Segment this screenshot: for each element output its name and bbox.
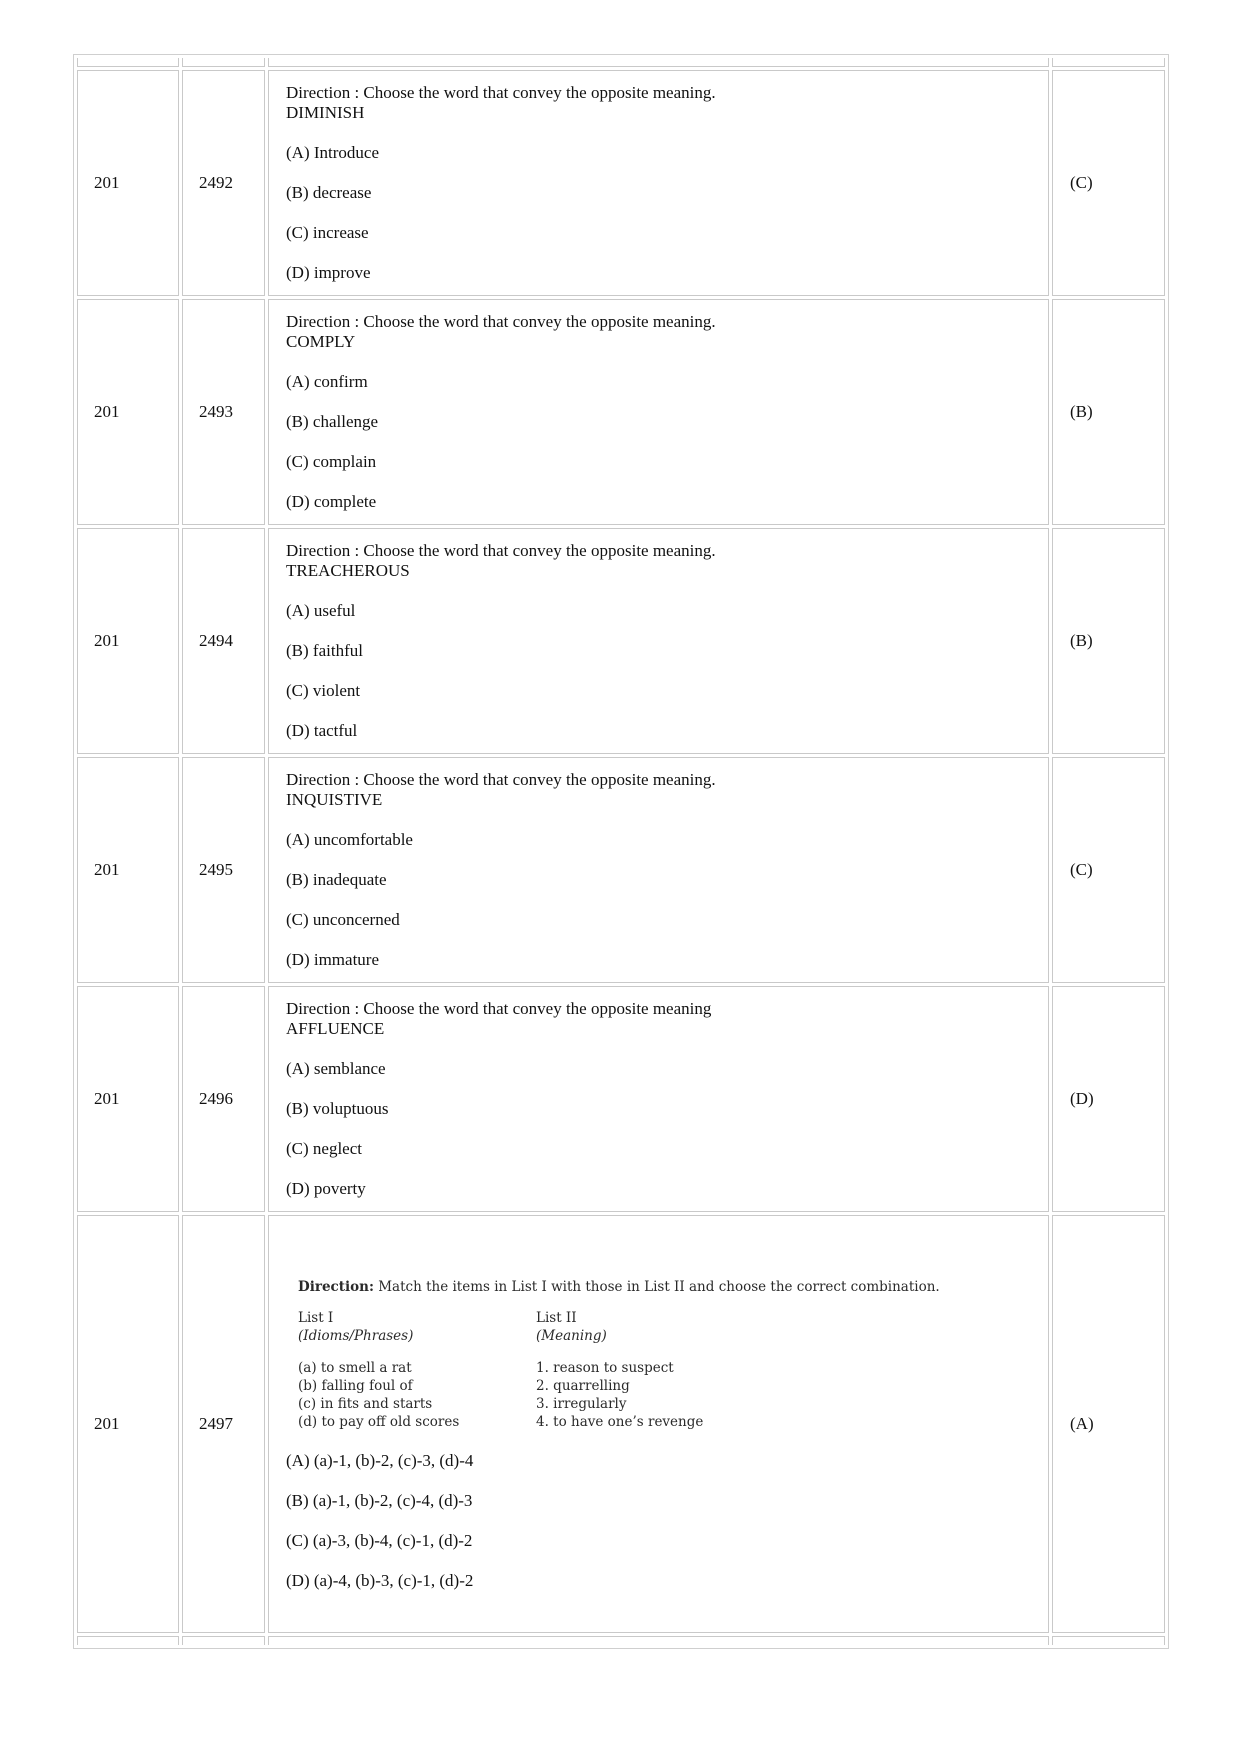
list-1-item: (d) to pay off old scores: [298, 1413, 460, 1430]
option-b: (B) decrease: [286, 183, 372, 202]
question-number: 2493: [182, 299, 265, 525]
option-d: (D) immature: [286, 950, 379, 969]
subject-code: 201: [77, 757, 179, 983]
list-2-item: 1. reason to suspect: [536, 1359, 674, 1376]
question-direction: Direction : Choose the word that convey the opposite meaning.: [286, 541, 716, 560]
option-c: (C) violent: [286, 681, 361, 700]
match-direction: [298, 1278, 1032, 1296]
match-image-block: [286, 1258, 1032, 1431]
question-direction: Direction : Choose the word that convey the opposite meaning: [286, 999, 712, 1018]
question-cell: [268, 757, 1049, 983]
option-list: [286, 830, 1032, 970]
list-2-item: 4. to have one’s revenge: [536, 1413, 704, 1430]
option-b: (B) inadequate: [286, 870, 387, 889]
option-list: [286, 1451, 1032, 1591]
list-2: [536, 1309, 796, 1431]
answer: (B): [1052, 528, 1165, 754]
question-table-container: [73, 54, 1169, 1649]
question-word: COMPLY: [286, 332, 356, 351]
table-row: [77, 70, 1165, 296]
question-number: 2496: [182, 986, 265, 1212]
option-a: (A) useful: [286, 601, 356, 620]
answer: (D): [1052, 986, 1165, 1212]
answer: (C): [1052, 757, 1165, 983]
table-row-stub-top: [77, 58, 1165, 67]
option-a: (A) confirm: [286, 372, 368, 391]
list-1-subtitle: (Idioms/Phrases): [298, 1327, 414, 1344]
option-c: (C) neglect: [286, 1139, 362, 1158]
question-word: TREACHEROUS: [286, 561, 410, 580]
question-word: AFFLUENCE: [286, 1019, 385, 1038]
option-d: (D) poverty: [286, 1179, 366, 1198]
match-direction-text: Match the items in List I with those in List II and choose the correct combination.: [378, 1278, 940, 1295]
question-direction: Direction : Choose the word that convey the opposite meaning.: [286, 770, 716, 789]
table-row: [77, 299, 1165, 525]
option-a: (A) (a)-1, (b)-2, (c)-3, (d)-4: [286, 1450, 474, 1470]
option-a: (A) semblance: [286, 1059, 386, 1078]
question-number: 2492: [182, 70, 265, 296]
list-1-items: [298, 1359, 536, 1431]
match-lists: [298, 1309, 1032, 1431]
list-2-items: [536, 1359, 796, 1431]
option-d: (D) complete: [286, 492, 377, 511]
option-b: (B) (a)-1, (b)-2, (c)-4, (d)-3: [286, 1490, 473, 1510]
question-word: DIMINISH: [286, 103, 365, 122]
question-table: [73, 54, 1169, 1649]
question-cell: [268, 299, 1049, 525]
option-b: (B) voluptuous: [286, 1099, 389, 1118]
subject-code: 201: [77, 299, 179, 525]
option-list: [286, 1059, 1032, 1199]
list-2-item: 2. quarrelling: [536, 1377, 630, 1394]
subject-code: 201: [77, 528, 179, 754]
option-b: (B) faithful: [286, 641, 363, 660]
question-cell: [268, 986, 1049, 1212]
question-number: 2494: [182, 528, 265, 754]
option-list: [286, 143, 1032, 283]
match-direction-label: Direction:: [298, 1278, 374, 1295]
subject-code: 201: [77, 1215, 179, 1633]
table-row: [77, 528, 1165, 754]
question-direction: Direction : Choose the word that convey the opposite meaning.: [286, 312, 716, 331]
list-1-title: List I: [298, 1309, 334, 1326]
table-row: [77, 757, 1165, 983]
subject-code: 201: [77, 986, 179, 1212]
option-c: (C) unconcerned: [286, 910, 400, 929]
question-number: 2497: [182, 1215, 265, 1633]
option-d: (D) improve: [286, 263, 371, 282]
list-1-item: (a) to smell a rat: [298, 1359, 412, 1376]
option-list: [286, 601, 1032, 741]
table-row: [77, 986, 1165, 1212]
answer: (A): [1052, 1215, 1165, 1633]
answer: (C): [1052, 70, 1165, 296]
list-1: [298, 1309, 536, 1431]
option-a: (A) Introduce: [286, 143, 379, 162]
table-row-match: [77, 1215, 1165, 1633]
option-a: (A) uncomfortable: [286, 830, 413, 849]
option-c: (C) increase: [286, 223, 369, 242]
question-number: 2495: [182, 757, 265, 983]
option-list: [286, 372, 1032, 512]
list-2-title: List II: [536, 1309, 577, 1326]
question-word: INQUISTIVE: [286, 790, 383, 809]
list-2-subtitle: (Meaning): [536, 1327, 607, 1344]
question-cell: [268, 70, 1049, 296]
list-1-item: (b) falling foul of: [298, 1377, 413, 1394]
list-2-item: 3. irregularly: [536, 1395, 627, 1412]
question-direction: Direction : Choose the word that convey the opposite meaning.: [286, 83, 716, 102]
option-d: (D) tactful: [286, 721, 358, 740]
option-c: (C) (a)-3, (b)-4, (c)-1, (d)-2: [286, 1530, 473, 1550]
answer: (B): [1052, 299, 1165, 525]
list-1-item: (c) in fits and starts: [298, 1395, 433, 1412]
option-c: (C) complain: [286, 452, 377, 471]
question-cell: [268, 528, 1049, 754]
table-row-stub-bottom: [77, 1636, 1165, 1645]
option-b: (B) challenge: [286, 412, 379, 431]
option-d: (D) (a)-4, (b)-3, (c)-1, (d)-2: [286, 1570, 474, 1590]
question-cell: [268, 1215, 1049, 1633]
subject-code: 201: [77, 70, 179, 296]
